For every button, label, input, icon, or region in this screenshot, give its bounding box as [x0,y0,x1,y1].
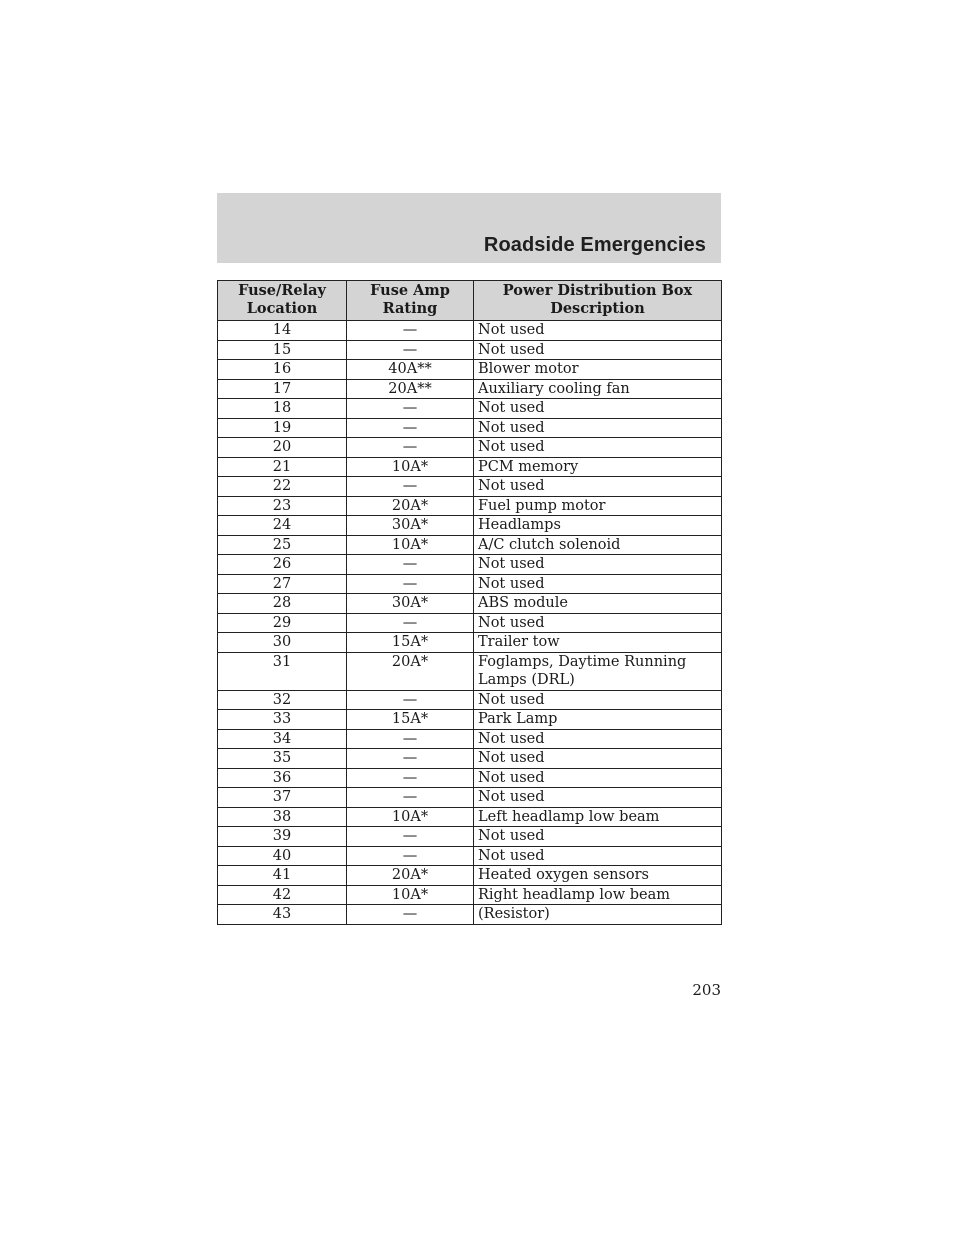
fuse-location-cell: 31 [218,652,347,690]
fuse-location-cell: 36 [218,768,347,788]
table-row [218,749,722,769]
table-row [218,555,722,575]
column-header-line: Location [246,300,318,317]
column-header-location [218,281,347,321]
fuse-rating-cell: 10A* [347,457,474,477]
fuse-location-cell: 15 [218,340,347,360]
fuse-location-cell: 34 [218,729,347,749]
table-row [218,729,722,749]
fuse-rating-cell: 30A* [347,594,474,614]
fuse-location-cell: 17 [218,379,347,399]
table-row [218,866,722,886]
fuse-description-cell: Park Lamp [474,710,722,730]
section-title: Roadside Emergencies [483,234,706,256]
fuse-description-cell: Auxiliary cooling fan [474,379,722,399]
fuse-description-cell: ABS module [474,594,722,614]
fuse-rating-cell: — [347,399,474,419]
fuse-location-cell: 25 [218,535,347,555]
fuse-description-cell: Foglamps, Daytime Running Lamps (DRL) [474,652,722,690]
fuse-location-cell: 42 [218,885,347,905]
table-row [218,379,722,399]
fuse-description-cell: Not used [474,613,722,633]
table-row [218,516,722,536]
fuse-description-cell: Not used [474,321,722,341]
fuse-location-cell: 14 [218,321,347,341]
fuse-description-cell: Not used [474,555,722,575]
table-row [218,438,722,458]
fuse-location-cell: 35 [218,749,347,769]
fuse-description-cell: Heated oxygen sensors [474,866,722,886]
fuse-description-cell: Not used [474,418,722,438]
fuse-rating-cell: — [347,477,474,497]
section-header-band [217,193,721,263]
fuse-description-cell: Not used [474,477,722,497]
fuse-description-cell: Blower motor [474,360,722,380]
column-header-line: Fuse/Relay [238,282,326,299]
fuse-location-cell: 41 [218,866,347,886]
fuse-description-cell: Not used [474,827,722,847]
fuse-rating-cell: 30A* [347,516,474,536]
fuse-location-cell: 39 [218,827,347,847]
table-row [218,457,722,477]
table-row [218,477,722,497]
table-row [218,321,722,341]
fuse-location-cell: 19 [218,418,347,438]
fuse-location-cell: 24 [218,516,347,536]
table-row [218,613,722,633]
table-row [218,535,722,555]
fuse-description-cell: Right headlamp low beam [474,885,722,905]
fuse-location-cell: 18 [218,399,347,419]
table-row [218,710,722,730]
table-row [218,633,722,653]
fuse-description-cell: Trailer tow [474,633,722,653]
table-row [218,594,722,614]
table-row [218,690,722,710]
fuse-location-cell: 21 [218,457,347,477]
fuse-rating-cell: — [347,418,474,438]
fuse-rating-cell: 20A* [347,866,474,886]
fuse-location-cell: 23 [218,496,347,516]
fuse-description-cell: Not used [474,399,722,419]
table-body [218,321,722,925]
fuse-rating-cell: 20A* [347,496,474,516]
fuse-rating-cell: — [347,905,474,925]
fuse-location-cell: 32 [218,690,347,710]
fuse-description-cell: (Resistor) [474,905,722,925]
fuse-description-cell: PCM memory [474,457,722,477]
fuse-rating-cell: 10A* [347,885,474,905]
fuse-rating-cell: — [347,613,474,633]
table-row [218,885,722,905]
fuse-description-cell: Fuel pump motor [474,496,722,516]
table-row [218,418,722,438]
fuse-rating-cell: — [347,438,474,458]
fuse-rating-cell: 40A** [347,360,474,380]
fuse-location-cell: 29 [218,613,347,633]
fuse-location-cell: 30 [218,633,347,653]
fuse-description-cell: Not used [474,690,722,710]
table-row [218,846,722,866]
table-row [218,574,722,594]
fuse-rating-cell: — [347,827,474,847]
fuse-rating-cell: 20A* [347,652,474,690]
table-row [218,807,722,827]
fuse-rating-cell: 20A** [347,379,474,399]
fuse-location-cell: 28 [218,594,347,614]
fuse-rating-cell: — [347,555,474,575]
table-row [218,496,722,516]
fuse-description-cell: Not used [474,729,722,749]
fuse-location-cell: 33 [218,710,347,730]
fuse-rating-cell: — [347,690,474,710]
column-header-line: Description [550,300,645,317]
fuse-description-cell: Not used [474,768,722,788]
column-header-description [474,281,722,321]
fuse-location-cell: 38 [218,807,347,827]
fuse-rating-cell: — [347,574,474,594]
column-header-line: Rating [382,300,438,317]
fuse-location-cell: 37 [218,788,347,808]
fuse-description-cell: Not used [474,574,722,594]
fuse-rating-cell: 10A* [347,535,474,555]
fuse-rating-cell: 15A* [347,710,474,730]
fuse-description-cell: Not used [474,846,722,866]
fuse-location-cell: 20 [218,438,347,458]
page-number: 203 [692,981,721,999]
fuse-table [217,280,722,925]
fuse-rating-cell: — [347,729,474,749]
table-row [218,652,722,690]
fuse-description-cell: Not used [474,340,722,360]
table-row [218,399,722,419]
table-row [218,340,722,360]
fuse-location-cell: 22 [218,477,347,497]
fuse-rating-cell: — [347,788,474,808]
column-header-line: Fuse Amp [370,282,450,299]
fuse-description-cell: Not used [474,788,722,808]
table-row [218,768,722,788]
fuse-description-cell: Headlamps [474,516,722,536]
table-header-row [218,281,722,321]
fuse-location-cell: 43 [218,905,347,925]
table-row [218,905,722,925]
fuse-rating-cell: — [347,749,474,769]
fuse-description-cell: Not used [474,749,722,769]
table-row [218,788,722,808]
column-header-rating [347,281,474,321]
fuse-description-cell: A/C clutch solenoid [474,535,722,555]
fuse-rating-cell: — [347,768,474,788]
fuse-rating-cell: — [347,321,474,341]
table-row [218,360,722,380]
fuse-location-cell: 16 [218,360,347,380]
fuse-description-cell: Not used [474,438,722,458]
fuse-rating-cell: 10A* [347,807,474,827]
column-header-line: Power Distribution Box [502,282,693,299]
fuse-rating-cell: — [347,340,474,360]
fuse-rating-cell: — [347,846,474,866]
fuse-rating-cell: 15A* [347,633,474,653]
fuse-description-cell: Left headlamp low beam [474,807,722,827]
fuse-location-cell: 40 [218,846,347,866]
fuse-location-cell: 26 [218,555,347,575]
table-row [218,827,722,847]
fuse-location-cell: 27 [218,574,347,594]
